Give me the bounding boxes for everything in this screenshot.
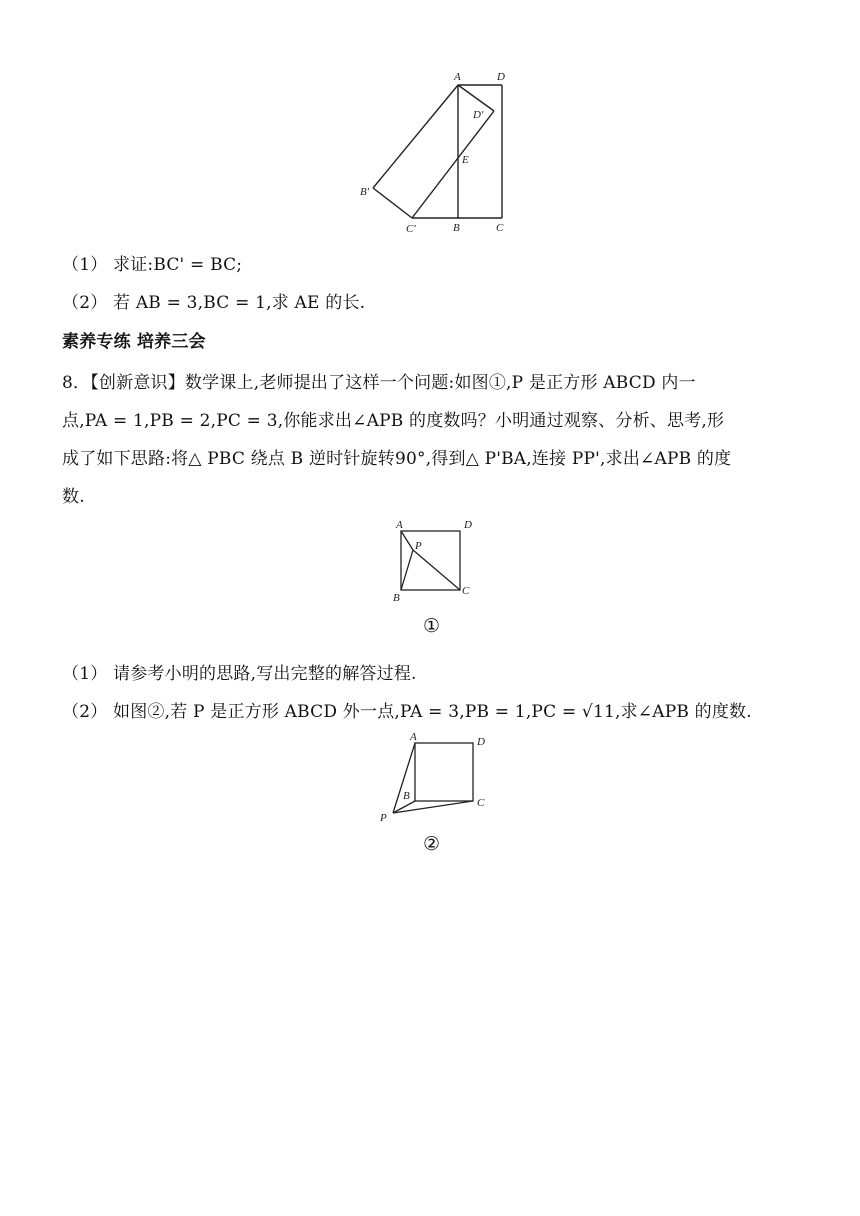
figure3-caption: ② — [423, 833, 441, 855]
q7-part1: （1） 求证:BC' = BC; — [62, 255, 243, 275]
q8-line2: 点,PA = 1,PB = 2,PC = 3,你能求出∠APB 的度数吗？小明通过观察、分析、思考,形 — [62, 411, 725, 431]
segment-cpdp — [412, 111, 494, 218]
segment-pc — [413, 550, 460, 590]
q8-part1: （1） 请参考小明的思路,写出完整的解答过程. — [62, 664, 417, 684]
label-a: A — [410, 731, 417, 743]
label-c: C — [496, 222, 504, 234]
label-d: D — [497, 71, 505, 83]
label-bp: B′ — [360, 186, 370, 198]
label-c: C — [462, 585, 470, 597]
q8-line3: 成了如下思路:将△ PBC 绕点 B 逆时针旋转90°,得到△ P'BA,连接 PP',求出∠APB 的度 — [62, 449, 732, 469]
label-d: D — [477, 736, 485, 748]
figure-square-outer-point — [374, 728, 494, 828]
label-p: P — [380, 812, 387, 824]
label-dp: D′ — [473, 109, 484, 121]
label-p: P — [415, 540, 422, 552]
segment-abp — [373, 85, 458, 188]
label-d: D — [464, 519, 472, 531]
q8-line1: 8．【创新意识】数学课上,老师提出了这样一个问题:如图①,P 是正方形 ABCD 内一 — [62, 373, 696, 393]
segment-pb — [401, 550, 413, 590]
label-e: E — [462, 154, 469, 166]
segment-adp — [458, 85, 494, 111]
label-a: A — [454, 71, 461, 83]
square-abcd — [415, 743, 473, 801]
segment-bpcp — [373, 188, 412, 218]
figure-rectangle-fold — [350, 62, 520, 242]
q8-part2: （2） 如图②,若 P 是正方形 ABCD 外一点,PA = 3,PB = 1,PC = √11,求∠APB 的度数. — [62, 702, 752, 722]
segment-pa — [401, 531, 413, 550]
label-c: C — [477, 797, 485, 809]
q7-part2: （2） 若 AB = 3,BC = 1,求 AE 的长. — [62, 293, 366, 313]
label-b: B — [453, 222, 460, 234]
label-a: A — [396, 519, 403, 531]
label-b: B — [393, 592, 400, 604]
section-heading: 素养专练 培养三会 — [62, 332, 206, 352]
label-cp: C′ — [406, 223, 416, 235]
q8-line4: 数. — [62, 487, 85, 507]
label-b: B — [403, 790, 410, 802]
figure2-caption: ① — [423, 615, 441, 637]
figure-square-inner-point — [388, 515, 478, 607]
